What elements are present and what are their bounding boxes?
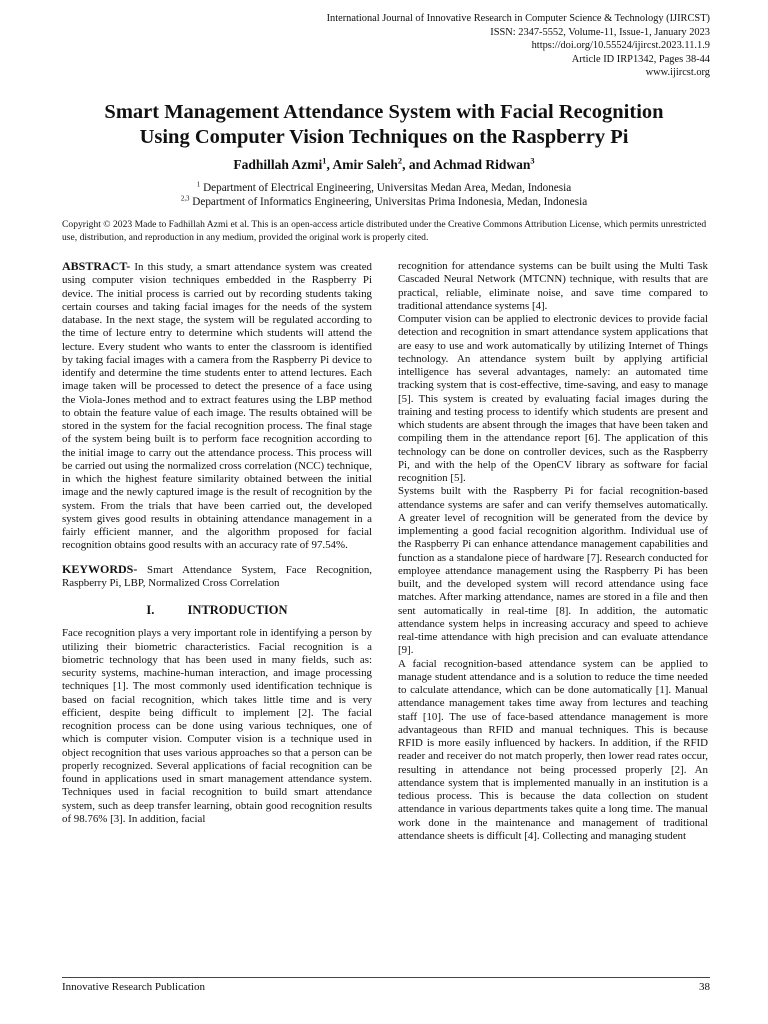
affiliation-1 [40, 181, 728, 195]
section-number: I. [146, 603, 155, 617]
intro-paragraph-3: Computer vision can be applied to electronic devices to provide facial detection and recognition in smart attendance system applications that are easy to use and work automatically by utilizing Internet of Things technology. An attendance system built by applying artificial intelligence has several advantages, namely: an automated time tracking system that is cost-effective, time-saving, and easy to manage [5]. This system is created by evaluating facial images during the training and testing process to identify which students are present and which students are absent through the images that have been taken and compiling them in the attendance report [6]. The application of this technology can be done on controller devices, such as the Raspberry Pi, and with the help of the OpenCV library as software for facial recognition [5]. [398, 313, 708, 484]
author-1: Fadhillah Azmi [233, 157, 323, 172]
title-line-2: Using Computer Vision Techniques on the Raspberry Pi [139, 126, 629, 148]
author-2-sup: 2 [397, 156, 403, 166]
author-3-sup: 3 [530, 156, 535, 166]
right-column [398, 260, 708, 843]
keywords-text: Smart Attendance System, Face Recognition, Raspberry Pi, LBP, Normalized Cross Correlation [62, 563, 372, 589]
affiliation-2-text: Department of Informatics Engineering, Universitas Prima Indonesia, Medan, Indonesia [192, 196, 588, 208]
affiliation-1-sup: 1 [196, 180, 201, 189]
article-id: Article ID IRP1342, Pages 38-44 [571, 53, 710, 65]
footer-publisher: Innovative Research Publication [62, 981, 205, 993]
intro-paragraph-4: Systems built with the Raspberry Pi for facial recognition-based attendance systems are safer and can verify themselves automatically. A greater level of recognition will be generated from the device by implementing a good facial recognition algorithm. Individual use of the Raspberry Pi can enhance attendance management capabilities and function as a standalone piece of hardware [7]. Research conducted for employee attendance management using the Raspberry Pi has been built, and the developed system will record attendance using face matches. After marking attendance, names are stored in a file and then sent automatically in real-time [8]. In addition, the automatic attendance system helps in increasing accuracy and speed to achieve real-time attendance with high precision and can evaluate attendance [9]. [398, 485, 708, 657]
left-column [62, 260, 372, 826]
intro-paragraph-1: Face recognition plays a very important role in identifying a person by utilizing their biometric characteristics. Facial recognition is a biometric technology that has been used in many fields, such as: security systems, machine-human interaction, and image processing techniques [1]. The most commonly used identification technique is based on facial recognition, which takes little time and is very efficient, despite being difficult to implement [2]. The facial recognition process can be done using various techniques, one of which is computer vision. Computer vision is a technique used in object recognition that uses various approaches so that a person can be properly recognized. Several applications of facial recognition can be found in applications used in smart management attendance system. Techniques used in facial recognition to build smart attendance system, such as deep transfer learning, obtain good recognition results of 98.76% [3]. In addition, facial [62, 627, 372, 825]
affiliation-2-sup: 2,3 [180, 194, 190, 203]
paper-title [40, 100, 728, 150]
website-link[interactable]: www.ijircst.org [645, 67, 710, 79]
abstract-label: ABSTRACT- [62, 259, 131, 273]
affiliations [40, 181, 728, 209]
author-2: Amir Saleh [332, 157, 398, 172]
abstract [62, 260, 372, 553]
affiliation-2 [40, 195, 728, 209]
copyright-notice: Copyright © 2023 Made to Fadhillah Azmi et al. This is an open-access article distributed under the Creative Commons Attribution License, which permits unrestricted use, distribution, and reproduction in any medium, provided the original work is properly cited. [62, 219, 707, 243]
abstract-text: In this study, a smart attendance system was created using computer vision techniques embedded in the Raspberry Pi device. The initial process is carried out by recording students taking certain courses and taking facial images for the needs of the system database. In the next stage, the system will be regulated according to the time of lecture entry to determine which students will attend the lecture. Every student who wants to enter the classroom is identified by taking facial images with a camera from the Raspberry Pi device to identify and determine the time students enter to attend lectures. Each image taken will be processed to detect the presence of a face using the Viola-Jones method and to extract features using the LBP method to obtain the feature value of each image. The results obtained will be stored in the system for the facial recognition process. The final stage of the system being built is to perform face recognition according to the initial image to carry out the attendance process. This process will be carried out using the normalized cross correlation (NCC) technique, in which the highest feature similarity obtained between the initial image and the newly captured image is the result of recognition by the system. From the trials that have been carried out, the developed system gives good results in obtaining attendance management in a fairly efficient manner, and the algorithm proposed for facial recognition obtains good results with an accuracy rate of 97.54%. [62, 261, 372, 552]
author-1-sup: 1 [322, 156, 327, 166]
footer-divider [62, 977, 710, 978]
affiliation-1-text: Department of Electrical Engineering, Universitas Medan Area, Medan, Indonesia [203, 182, 572, 194]
issn-line: ISSN: 2347-5552, Volume-11, Issue-1, January 2023 [490, 26, 710, 38]
section-heading-introduction [62, 604, 372, 617]
doi-link[interactable]: https://doi.org/10.55524/ijircst.2023.11.1.9 [531, 40, 710, 52]
journal-name: International Journal of Innovative Research in Computer Science & Technology (IJIRCST) [326, 13, 710, 24]
author-3: Achmad Ridwan [433, 157, 531, 172]
keywords-label: KEYWORDS- [62, 561, 138, 576]
intro-paragraph-5: A facial recognition-based attendance system can be applied to manage student attendance and is a solution to reduce the time needed to calculate attendance, which can be done automatically [1]. Manual attendance management takes time away from lectures and teaching staff [10]. The use of face-based attendance management is more advantageous than RFID and manual techniques. This is because RFID is more easily influenced by hackers. In addition, if the RFID reader and receiver do not match properly, then lower read rates occur, resulting in attendance not being processed properly [2]. An attendance system that is implemented manually in an institution is a tedious process. This is because the data collection on student attendance in various departments takes quite a long time. The manual work done in the maintenance and management of traditional attendance sheets is difficult [4]. Collecting and managing student [398, 657, 708, 842]
keywords [62, 563, 372, 591]
intro-paragraph-2: recognition for attendance systems can be built using the Multi Task Cascaded Neural Network (MTCNN) technique, with results that are practical, reliable, eliminate noise, and save time compared to traditional attendance systems [4]. [398, 260, 708, 312]
author-list: Fadhillah Azmi$^1$, Amir Saleh$^2$, and Achmad Ridwan$^3$ [233, 156, 535, 172]
section-title: INTRODUCTION [187, 603, 288, 617]
journal-header [327, 12, 710, 80]
title-line-1: Smart Management Attendance System with Facial Recognition [104, 101, 664, 123]
page-number: 38 [699, 981, 710, 993]
